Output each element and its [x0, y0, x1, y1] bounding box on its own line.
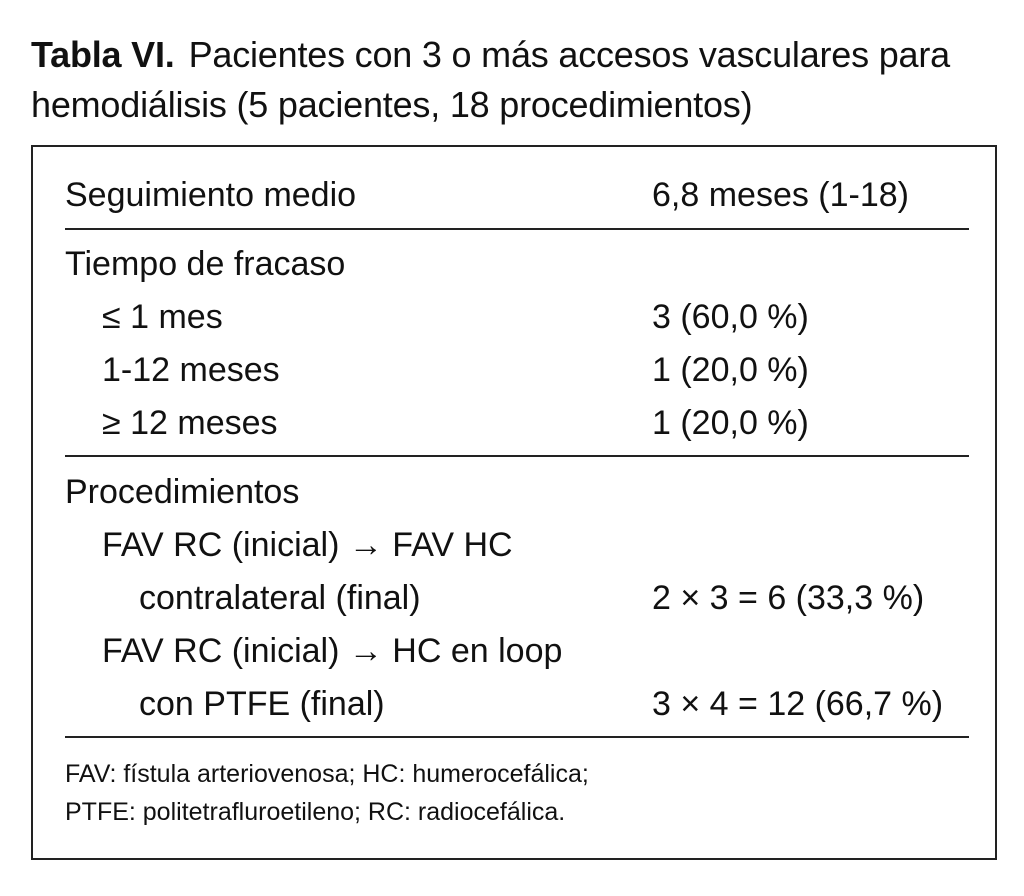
table-row — [65, 398, 969, 448]
table-row — [65, 573, 969, 623]
row-label: ≥ 12 meses — [102, 404, 278, 442]
section-heading: Procedimientos — [65, 473, 300, 511]
table-footnote: FAV: fístula arteriovenosa; HC: humerocefálica; — [65, 760, 589, 788]
section-divider — [65, 455, 969, 457]
table-row — [65, 520, 969, 570]
section-heading: Tiempo de fracaso — [65, 245, 346, 283]
section-divider — [65, 228, 969, 230]
row-value: 3 (60,0 %) — [652, 298, 809, 336]
row-label: FAV RC (inicial) → HC en loop — [102, 632, 563, 670]
row-value: 1 (20,0 %) — [652, 404, 809, 442]
table-row — [65, 626, 969, 676]
row-label: FAV RC (inicial) → FAV HC — [102, 526, 513, 564]
row-label: contralateral (final) — [139, 579, 421, 617]
table-row — [65, 292, 969, 342]
row-value: 2 × 3 = 6 (33,3 %) — [652, 579, 925, 617]
table-caption — [31, 30, 1001, 130]
table-row — [65, 239, 969, 289]
row-label: con PTFE (final) — [139, 685, 385, 723]
table-footnote: PTFE: politetrafluroetileno; RC: radiocefálica. — [65, 798, 566, 826]
row-value: 6,8 meses (1-18) — [652, 176, 909, 214]
table-row — [65, 679, 969, 729]
table-title: Pacientes con 3 o más accesos vasculares para hemodiálisis (5 pacientes, 18 procedimientos) — [31, 34, 950, 125]
row-label: 1-12 meses — [102, 351, 280, 389]
row-value: 3 × 4 = 12 (66,7 %) — [652, 685, 944, 723]
table-row — [65, 345, 969, 395]
row-label: ≤ 1 mes — [102, 298, 223, 336]
table-row — [65, 467, 969, 517]
table-number: Tabla VI. — [31, 34, 175, 75]
section-divider — [65, 736, 969, 738]
row-value: 1 (20,0 %) — [652, 351, 809, 389]
data-table — [31, 145, 997, 860]
table-row — [65, 170, 969, 220]
row-label: Seguimiento medio — [65, 176, 357, 214]
